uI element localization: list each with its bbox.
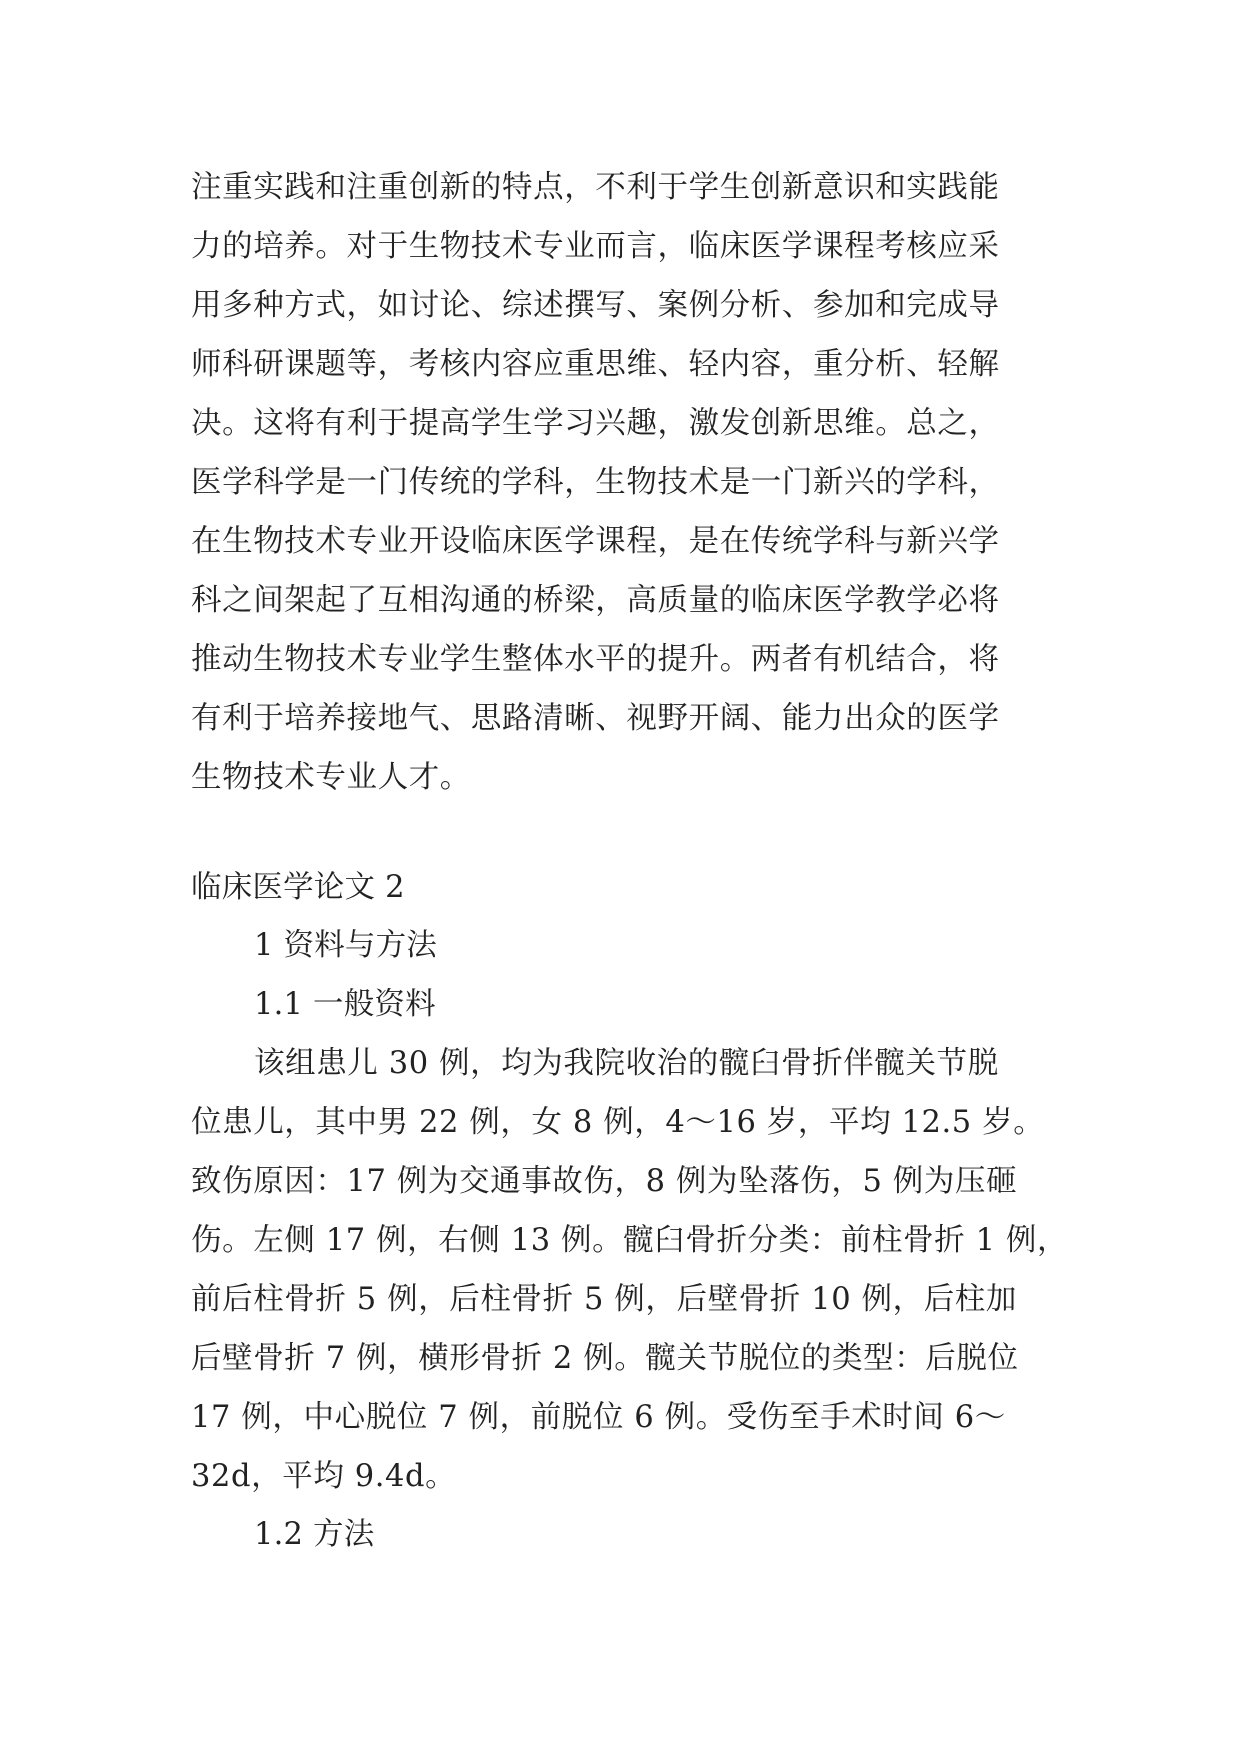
section-heading-1: 1 资料与方法 — [254, 928, 437, 963]
paragraph-1-line-11: 生物技术专业人才。 — [191, 760, 471, 795]
section-heading-1-1: 1.1 一般资料 — [254, 987, 436, 1022]
paragraph-1-line-8: 科之间架起了互相沟通的桥梁，高质量的临床医学教学必将 — [191, 583, 1000, 618]
paragraph-2-line-5: 前后柱骨折 5 例，后柱骨折 5 例，后壁骨折 10 例，后柱加 — [191, 1282, 1017, 1317]
paragraph-1-line-10: 有利于培养接地气、思路清晰、视野开阔、能力出众的医学 — [191, 701, 1000, 736]
paragraph-1-line-5: 决。这将有利于提高学生学习兴趣，激发创新思维。总之， — [191, 406, 1000, 441]
paragraph-1-line-3: 用多种方式，如讨论、综述撰写、案例分析、参加和完成导 — [191, 288, 1000, 323]
section-heading-1-2: 1.2 方法 — [254, 1517, 375, 1552]
paragraph-2-line-2: 位患儿，其中男 22 例，女 8 例，4～16 岁，平均 12.5 岁。 — [191, 1105, 1045, 1140]
article-title: 临床医学论文 2 — [191, 870, 405, 905]
paragraph-1-line-2: 力的培养。对于生物技术专业而言，临床医学课程考核应采 — [191, 229, 1000, 264]
paragraph-2-line-3: 致伤原因：17 例为交通事故伤，8 例为坠落伤，5 例为压砸 — [191, 1164, 1018, 1199]
paragraph-1-line-1: 注重实践和注重创新的特点，不利于学生创新意识和实践能 — [191, 170, 1000, 205]
paragraph-1-line-7: 在生物技术专业开设临床医学课程，是在传统学科与新兴学 — [191, 524, 1000, 559]
paragraph-2-line-6: 后壁骨折 7 例，横形骨折 2 例。髋关节脱位的类型：后脱位 — [191, 1341, 1019, 1376]
paragraph-1-line-9: 推动生物技术专业学生整体水平的提升。两者有机结合，将 — [191, 642, 1000, 677]
paragraph-1-line-4: 师科研课题等，考核内容应重思维、轻内容，重分析、轻解 — [191, 347, 1000, 382]
paragraph-2-line-8: 32d，平均 9.4d。 — [191, 1459, 457, 1494]
paragraph-2-line-1: 该组患儿 30 例，均为我院收治的髋臼骨折伴髋关节脱 — [254, 1046, 999, 1081]
paragraph-2-line-4: 伤。左侧 17 例，右侧 13 例。髋臼骨折分类：前柱骨折 1 例， — [191, 1223, 1069, 1258]
paragraph-2-line-7: 17 例，中心脱位 7 例，前脱位 6 例。受伤至手术时间 6～ — [191, 1400, 1006, 1435]
paragraph-1-line-6: 医学科学是一门传统的学科，生物技术是一门新兴的学科， — [191, 465, 1000, 500]
